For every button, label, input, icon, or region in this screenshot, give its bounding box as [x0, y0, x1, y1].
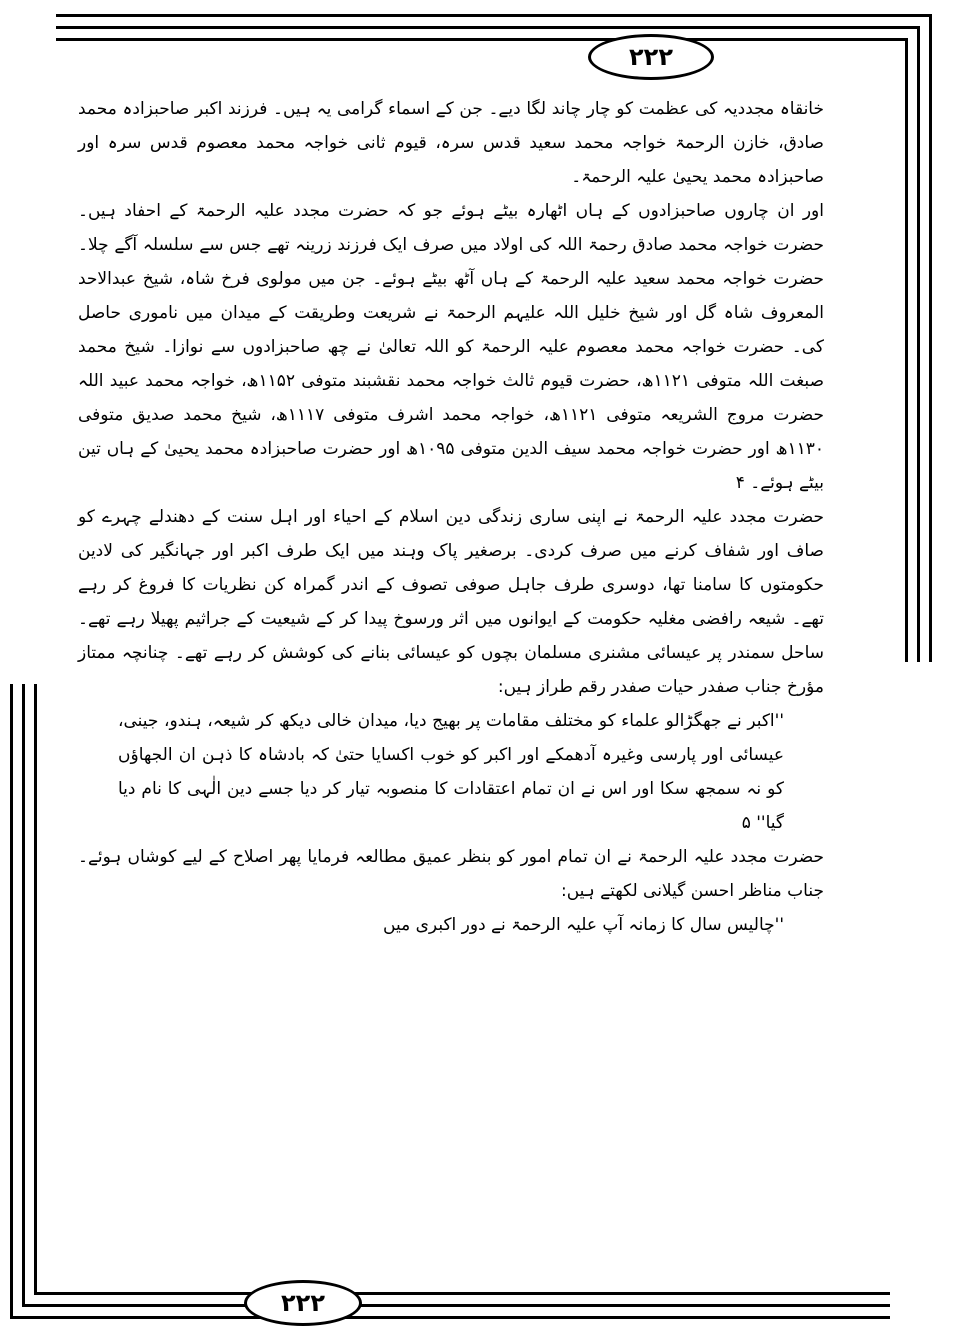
border-left-middle: [22, 684, 25, 1306]
page-body: [78, 92, 824, 942]
paragraph-2: اور ان چاروں صاحبزادوں کے ہاں اٹھارہ بیٹے ہوئے جو کہ حضرت مجدد علیہ الرحمۃ کے احفاد ہیں۔ حضرت خواجہ محمد صادق رحمۃ اللہ کی اولاد میں صرف ایک فرزند زرینہ تھے جس سے سلسلہ آگے چلا۔ حضرت خواجہ محمد سعید علیہ الرحمۃ کے ہاں آٹھ بیٹے ہوئے۔ جن میں مولوی فرخ شاہ، شیخ عبدالاحد المعروف شاہ گل اور شیخ خلیل اللہ علیہم الرحمۃ نے شریعت وطریقت کے میدان میں ناموری حاصل کی۔ حضرت خواجہ محمد معصوم علیہ الرحمۃ کو اللہ تعالیٰ نے چھ صاحبزادوں سے نوازا۔ شیخ محمد صبغت اللہ متوفی ۱۱۲۱ھ، حضرت قیوم ثالث خواجہ محمد نقشبند متوفی ۱۱۵۲ھ، خواجہ محمد عبید اللہ حضرت مروج الشریعہ متوفی ۱۱۲۱ھ، خواجہ محمد اشرف متوفی ۱۱۱۷ھ، شیخ محمد صدیق متوفی ۱۱۳۰ھ اور حضرت خواجہ محمد سیف الدین متوفی ۱۰۹۵ھ اور حضرت صاحبزادہ محمد یحییٰ کے ہاں تین بیٹے ہوئے۔ ۴: [78, 201, 824, 493]
border-left-inner: [34, 684, 37, 1294]
paragraph-1: خانقاہ مجددیہ کی عظمت کو چار چاند لگا دیے۔ جن کے اسماء گرامی یہ ہیں۔ فرزند اکبر صاحبزادہ محمد صادق، خازن الرحمۃ خواجہ محمد سعید قدس سرہ، قیوم ثانی خواجہ محمد معصوم قدس سرہ اور صاحبزادہ محمد یحییٰ علیہ الرحمۃ۔: [78, 99, 824, 187]
border-top-middle: [56, 26, 920, 29]
border-right-inner: [905, 38, 908, 662]
border-bottom-outer: [10, 1316, 890, 1319]
header-page-number: ۲۲۲: [588, 34, 714, 80]
border-right-middle: [917, 26, 920, 662]
quotation-1: ''اکبر نے جھگڑالو علماء کو مختلف مقامات پر بھیج دیا، میدان خالی دیکھ کر شیعہ، ہندو، جینی، عیسائی اور پارسی وغیرہ آدھمکے اور اکبر کو خوب اکسایا حتیٰ کہ بادشاہ کا ذہن ان الجھاؤں کو نہ سمجھ سکا اور اس نے ان تمام اعتقادات کا منصوبہ تیار کر دیا جسے دین الٰہی کا نام دیا گیا'' ۵: [118, 711, 784, 833]
footer-page-number: ۲۲۲: [244, 1280, 362, 1326]
border-top-inner: [56, 38, 908, 41]
border-bottom-inner: [34, 1292, 890, 1295]
paragraph-3: حضرت مجدد علیہ الرحمۃ نے اپنی ساری زندگی دین اسلام کے احیاء اور اہل سنت کے دھندلے چہرے کو صاف اور شفاف کرنے میں صرف کردی۔ برصغیر پاک وہند میں ایک طرف اکبر اور جہانگیر کی لادین حکومتوں کا سامنا تھا، دوسری طرف جاہل صوفی تصوف کے اندر گمراہ کن نظریات کا فروغ کر رہے تھے۔ شیعہ رافضی مغلیہ حکومت کے ایوانوں میں اثر ورسوخ پیدا کر کے شیعیت کے جراثیم پھیلا رہے تھے۔ ساحل سمندر پر عیسائی مشنری مسلمان بچوں کو عیسائی بنانے کی کوشش کر رہے تھے۔ چنانچہ ممتاز مؤرخ جناب صفدر حیات صفدر رقم طراز ہیں:: [78, 507, 824, 697]
paragraph-4: حضرت مجدد علیہ الرحمۃ نے ان تمام امور کو بنظر عمیق مطالعہ فرمایا پھر اصلاح کے لیے کوشاں ہوئے۔ جناب مناظر احسن گیلانی لکھتے ہیں:: [78, 847, 824, 901]
border-bottom-middle: [22, 1304, 890, 1307]
border-right-outer: [929, 14, 932, 662]
border-left-outer: [10, 684, 13, 1318]
quotation-2: ''چالیس سال کا زمانہ آپ علیہ الرحمۃ نے دور اکبری میں: [383, 915, 784, 935]
border-top-outer: [56, 14, 932, 17]
